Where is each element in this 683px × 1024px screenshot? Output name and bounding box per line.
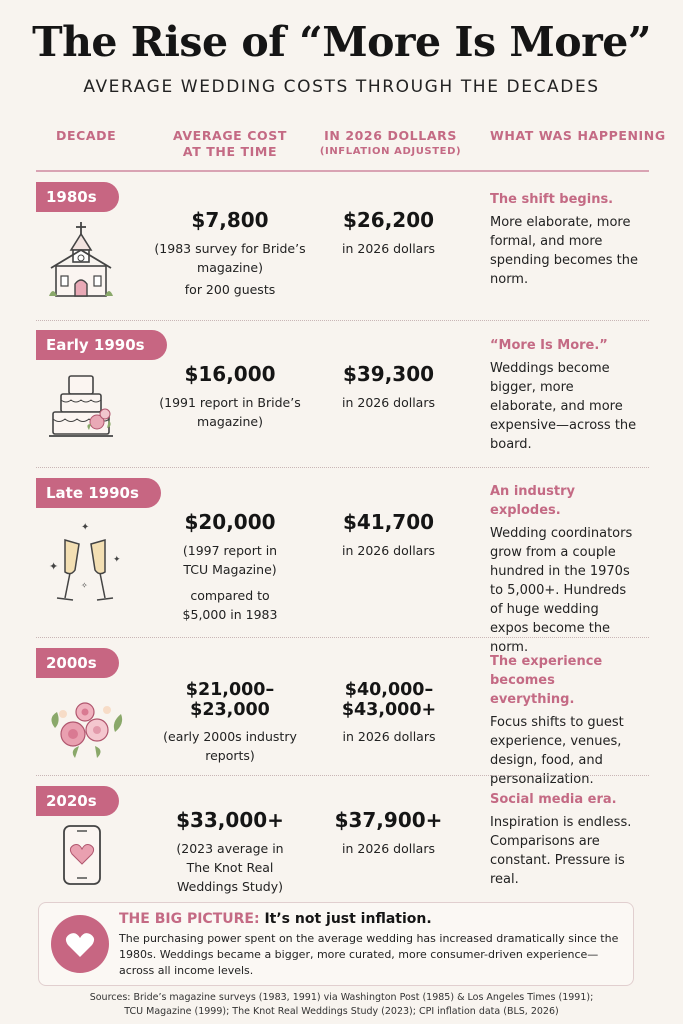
column-header-decade: DECADE: [56, 128, 117, 143]
average-cost-cell: [150, 680, 310, 765]
happening-heading: An industry explodes.: [490, 484, 575, 518]
average-cost-value: $20,000: [184, 510, 276, 534]
average-cost-cell: [150, 208, 310, 299]
svg-text:✧: ✧: [81, 581, 88, 590]
happening-cell: [490, 652, 640, 789]
decade-badge: Early 1990s: [36, 330, 167, 360]
big-picture-box: [38, 902, 634, 986]
sources-line-2: TCU Magazine (1999); The Knot Real Weddings Study (2023); CPI inflation data (BLS, 2026): [124, 1006, 559, 1017]
decade-badge: 2020s: [36, 786, 119, 816]
decade-row-late-1990s: [0, 478, 683, 655]
inflation-adjusted-value: $37,900+: [334, 808, 443, 832]
header-divider: [36, 170, 649, 172]
wedding-cake-icon: [45, 374, 117, 448]
happening-heading: Social media era.: [490, 792, 617, 807]
chapel-icon: [45, 220, 117, 300]
heart-icon: [51, 915, 109, 973]
inflation-adjusted-cell: [313, 680, 465, 746]
inflation-adjusted-cell: [316, 208, 461, 258]
inflation-adjusted-cell: [316, 808, 461, 858]
big-picture-headline: It’s not just inflation.: [264, 911, 432, 927]
average-cost-source: (2023 average in The Knot Real Weddings Study): [176, 841, 284, 894]
inflation-adjusted-value: $39,300: [342, 362, 435, 386]
inflation-adjusted-cell: [316, 362, 461, 412]
column-header-average-cost-line1: AVERAGE COST: [172, 128, 288, 143]
column-header-happening: WHAT WAS HAPPENING: [490, 128, 666, 143]
decade-badge: Late 1990s: [36, 478, 161, 508]
row-divider: [36, 637, 649, 638]
decade-row-2000s: [0, 648, 683, 787]
inflation-adjusted-value: $41,700: [342, 510, 435, 534]
average-cost-source: (1997 report in TCU Magazine): [182, 543, 278, 577]
svg-text:✦: ✦: [81, 522, 90, 533]
svg-text:✦: ✦: [49, 560, 59, 573]
inflation-adjusted-label: in 2026 dollars: [342, 729, 436, 744]
column-header-inflation-line1: IN 2026 DOLLARS: [324, 128, 457, 143]
svg-text:✦: ✦: [113, 555, 121, 565]
bouquet-icon: [45, 688, 127, 764]
column-header-inflation-line2: (INFLATION ADJUSTED): [319, 146, 462, 157]
big-picture-label: THE BIG PICTURE:: [119, 911, 260, 927]
decade-badge: 1980s: [36, 182, 119, 212]
decade-badge: 2000s: [36, 648, 119, 678]
decade-row-2020s: [0, 786, 683, 896]
page-title: The Rise of “More Is More”: [32, 18, 651, 66]
champagne-glasses-icon: [45, 518, 125, 608]
happening-cell: [490, 190, 640, 289]
row-divider: [36, 775, 649, 776]
happening-text: Focus shifts to guest experience, venues, design, food, and personalization.: [490, 715, 624, 787]
inflation-adjusted-label: in 2026 dollars: [342, 395, 435, 410]
average-cost-cell: [150, 362, 310, 431]
happening-heading: “More Is More.”: [490, 338, 608, 353]
sources-line-1: Sources: Bride’s magazine surveys (1983, 1991) via Washington Post (1985) & Los Angeles Times (1991);: [89, 992, 594, 1003]
average-cost-value: $33,000+: [176, 808, 284, 832]
sources-footnote: [0, 991, 683, 1019]
happening-text: Wedding coordinators grow from a couple hundred in the 1970s to 5,000+. Hundreds of huge wedding expos become the norm.: [490, 526, 633, 655]
column-header-average-cost-line2: AT THE TIME: [182, 144, 278, 159]
inflation-adjusted-value: $26,200: [342, 208, 435, 232]
row-divider: [36, 467, 649, 468]
average-cost-note: compared to $5,000 in 1983: [182, 588, 278, 622]
decade-row-early-1990s: [0, 330, 683, 466]
happening-heading: The experience becomes everything.: [490, 654, 603, 707]
happening-cell: [490, 790, 640, 889]
average-cost-value: $16,000: [184, 362, 276, 386]
average-cost-source: (1983 survey for Bride’s magazine): [154, 241, 306, 275]
decade-row-1980s: [0, 182, 683, 318]
page-subtitle: AVERAGE WEDDING COSTS THROUGH THE DECADES: [83, 77, 600, 97]
smartphone-heart-icon: [60, 824, 106, 888]
happening-text: More elaborate, more formal, and more spending becomes the norm.: [490, 215, 639, 287]
average-cost-source: (early 2000s industry reports): [163, 729, 297, 763]
column-header-average-cost: [160, 128, 300, 160]
average-cost-note: for 200 guests: [184, 282, 276, 297]
happening-heading: The shift begins.: [490, 192, 614, 207]
inflation-adjusted-label: in 2026 dollars: [342, 241, 435, 256]
happening-cell: [490, 336, 640, 454]
row-divider: [36, 320, 649, 321]
inflation-adjusted-cell: [316, 510, 461, 560]
heart-badge: [51, 915, 109, 973]
happening-cell: [490, 482, 640, 657]
inflation-adjusted-label: in 2026 dollars: [342, 543, 435, 558]
average-cost-value: $21,000–$23,000: [185, 680, 275, 720]
big-picture-text: The purchasing power spent on the average wedding has increased dramatically since the 1980s. Weddings became a bigger, more curated, more consumer-driven experience—across all income levels.: [119, 932, 619, 977]
average-cost-value: $7,800: [191, 208, 269, 232]
average-cost-cell: [150, 808, 310, 896]
inflation-adjusted-label: in 2026 dollars: [342, 841, 435, 856]
happening-text: Weddings become bigger, more elaborate, and more expensive—across the board.: [490, 361, 637, 452]
big-picture-heading: [119, 911, 432, 927]
average-cost-cell: [150, 510, 310, 624]
column-header-inflation: [318, 128, 463, 160]
happening-text: Inspiration is endless. Comparisons are constant. Pressure is real.: [490, 815, 632, 887]
average-cost-source: (1991 report in Bride’s magazine): [159, 395, 301, 429]
inflation-adjusted-value: $40,000–$43,000+: [341, 680, 437, 720]
